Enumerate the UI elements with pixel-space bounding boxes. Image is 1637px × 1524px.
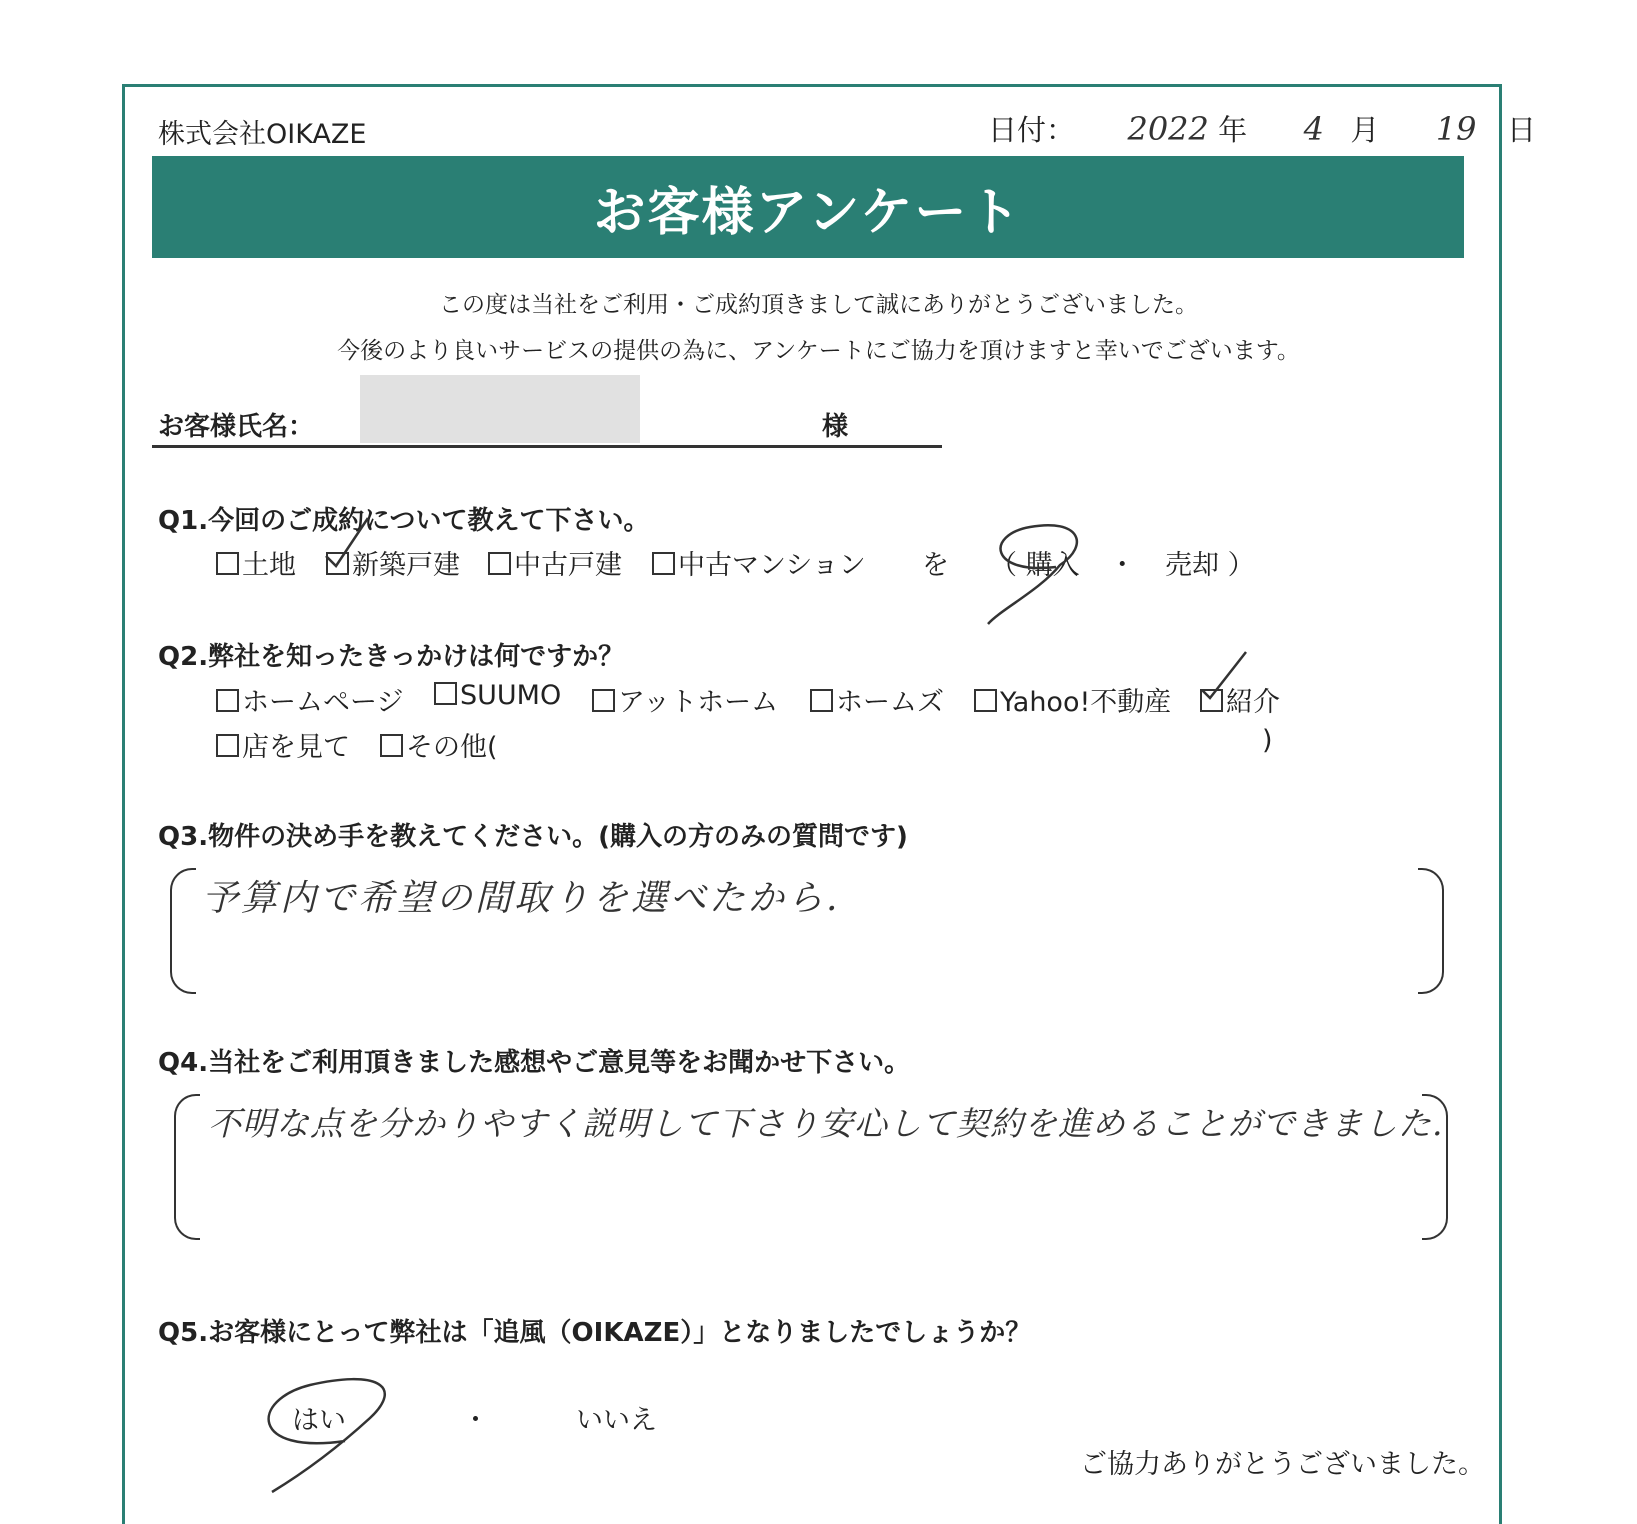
q2-option-homepage[interactable]: ホームページ	[216, 680, 403, 719]
checkbox[interactable]	[1200, 689, 1223, 712]
checkbox[interactable]	[326, 552, 349, 575]
day-unit: 日	[1506, 113, 1536, 147]
q1-option-new-house[interactable]: 新築戸建	[326, 543, 460, 582]
checkbox[interactable]	[974, 689, 997, 712]
q1-question: Q1.今回のご成約について教えて下さい。	[158, 506, 650, 536]
q1-option-used-house[interactable]: 中古戸建	[488, 543, 622, 582]
date-day: 19	[1435, 110, 1477, 148]
q2-question: Q2.弊社を知ったきっかけは何ですか？	[158, 642, 625, 672]
title-banner	[152, 156, 1464, 258]
company-name: 株式会社OIKAZE	[158, 119, 367, 150]
q2-option-homes[interactable]: ホームズ	[810, 680, 944, 719]
q5-no-option[interactable]: いいえ	[576, 1405, 657, 1436]
q1-option-used-mansion[interactable]: 中古マンション	[652, 543, 866, 582]
intro-line-1: この度は当社をご利用・ご成約頂きまして誠にありがとうございました。	[439, 292, 1198, 318]
q2-option-athome[interactable]: アットホーム	[592, 680, 778, 719]
q3-answer[interactable]: 予算内で希望の間取りを選べたから.	[202, 878, 841, 919]
checkbox[interactable]	[380, 734, 403, 757]
date-month: 4	[1303, 110, 1324, 148]
checkbox[interactable]	[652, 552, 675, 575]
checkbox[interactable]	[488, 552, 511, 575]
page-title: お客様アンケート	[593, 182, 1023, 243]
checkbox[interactable]	[434, 682, 457, 705]
q2-option-referral[interactable]: 紹介	[1200, 680, 1280, 719]
checkbox[interactable]	[216, 552, 239, 575]
q5-question: Q5.お客様にとって弊社は「追風（OIKAZE）」となりましたでしょうか？	[158, 1318, 1032, 1348]
q2-other-close-paren: )	[1262, 725, 1273, 756]
customer-name-underline	[152, 445, 942, 448]
q3-question: Q3.物件の決め手を教えてください。(購入の方のみの質問です)	[158, 822, 908, 852]
closing-message: ご協力ありがとうございました。	[1080, 1449, 1485, 1480]
q5-yes-option[interactable]: はい	[292, 1405, 346, 1436]
q4-answer[interactable]: 不明な点を分かりやすく説明して下さり安心して契約を進めることができました.	[208, 1104, 1444, 1143]
customer-name-label: お客様氏名：	[158, 412, 315, 442]
checkbox[interactable]	[592, 689, 615, 712]
date-label: 日付：	[988, 113, 1076, 147]
q2-option-store[interactable]: 店を見て	[216, 725, 350, 764]
date-field	[988, 108, 1536, 149]
date-year: 2022	[1127, 110, 1209, 148]
q1-particle: を	[922, 550, 949, 581]
q1-sell-option[interactable]: 売却	[1164, 550, 1219, 581]
q2-option-suumo[interactable]: SUUMO	[434, 680, 561, 711]
q1-buy-sell: （ 購入 ・ 売却 ）	[990, 550, 1255, 581]
customer-name-redacted	[360, 375, 640, 443]
checkbox[interactable]	[216, 734, 239, 757]
q3-answer-bracket-left	[170, 868, 196, 994]
checkbox[interactable]	[216, 689, 239, 712]
q4-question: Q4.当社をご利用頂きました感想やご意見等をお聞かせ下さい。	[158, 1048, 911, 1078]
q3-answer-bracket-right	[1418, 868, 1444, 994]
year-unit: 年	[1218, 113, 1248, 147]
q1-option-land[interactable]: 土地	[216, 543, 296, 582]
intro-line-2: 今後のより良いサービスの提供の為に、アンケートにご協力を頂けますと幸いでございます。	[337, 338, 1300, 364]
q4-answer-bracket-left	[174, 1094, 200, 1240]
q2-option-yahoo[interactable]: Yahoo!不動産	[974, 680, 1171, 719]
q1-buy-option[interactable]: 購入	[1025, 550, 1080, 581]
month-unit: 月	[1350, 113, 1380, 147]
checkbox[interactable]	[810, 689, 833, 712]
customer-name-suffix: 様	[822, 412, 849, 442]
q2-option-other[interactable]: その他(	[380, 725, 498, 764]
q5-separator: ・	[462, 1405, 489, 1436]
